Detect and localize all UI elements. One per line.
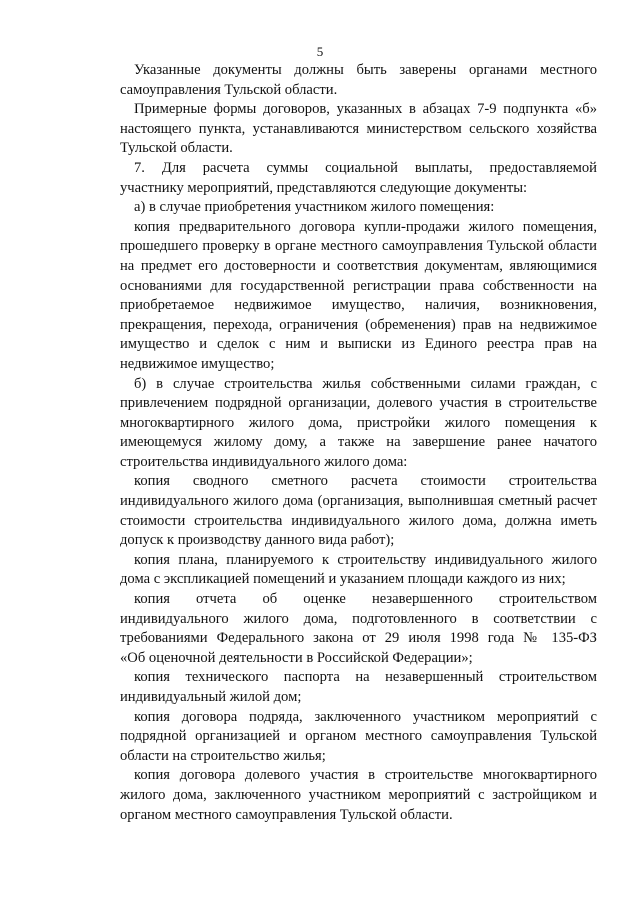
text-line: копия сводного сметного расчета стоимости строительства <box>134 473 597 490</box>
text-line: стоимости строительства индивидуального жилого дома, должна иметь <box>120 512 597 529</box>
text-line: прекращения, перехода, ограничения (обременения) прав на недвижимое <box>120 316 597 333</box>
text-line: органом местного самоуправления Тульской области. <box>120 806 453 823</box>
text-line: а) в случае приобретения участником жилого помещения: <box>134 199 495 216</box>
text-line: на предмет его достоверности и соответствия документам, являющимися <box>120 257 597 274</box>
text-line: б) в случае строительства жилья собственными силами граждан, с <box>134 375 597 392</box>
text-line: самоуправления Тульской области. <box>120 81 338 98</box>
text-line: имущество и сделок с ним и выписки из Единого реестра прав на <box>120 336 597 353</box>
text-line: Тульской области. <box>120 140 233 157</box>
text-line: жилого дома, заключенного участником мероприятий с застройщиком и <box>120 786 597 803</box>
text-line: индивидуального жилого дома (организация, выполнившая сметный расчет <box>120 493 597 510</box>
text-line: копия отчета об оценке незавершенного строительством <box>134 591 597 608</box>
text-line: строительства индивидуального жилого дома: <box>120 453 408 470</box>
text-line: 7. Для расчета суммы социальной выплаты, предоставляемой <box>134 159 597 176</box>
text-line: дома с экспликацией помещений и указанием площади каждого из них; <box>120 571 566 588</box>
text-line: копия технического паспорта на незавершенный строительством <box>134 669 597 686</box>
text-line: Примерные формы договоров, указанных в абзацах 7-9 подпункта «б» <box>134 101 597 118</box>
text-line: прошедшего проверку в органе местного самоуправления Тульской области <box>120 238 597 255</box>
text-line: «Об оценочной деятельности в Российской Федерации»; <box>120 649 473 666</box>
text-line: копия договора долевого участия в строительстве многоквартирного <box>134 767 597 784</box>
text-line: копия предварительного договора купли-продажи жилого помещения, <box>134 218 597 235</box>
text-line: основаниями для государственной регистрации права собственности на <box>120 277 597 294</box>
text-line: многоквартирного жилого дома, пристройки жилого помещения к <box>120 414 597 431</box>
text-line: подрядной организацией и органом местного самоуправления Тульской <box>120 728 597 745</box>
text-line: области на строительство жилья; <box>120 747 326 764</box>
text-line: требованиями Федерального закона от 29 июля 1998 года № 135-ФЗ <box>120 630 597 647</box>
page-number: 5 <box>316 44 324 59</box>
text-line: копия плана, планируемого к строительству индивидуального жилого <box>134 551 597 568</box>
text-line: имеющемуся жилому дому, а также на завершение ранее начатого <box>120 434 597 451</box>
text-line: приобретаемое недвижимое имущество, наличия, возникновения, <box>120 297 597 314</box>
document-body <box>120 61 597 825</box>
text-line: настоящего пункта, устанавливаются министерством сельского хозяйства <box>120 120 597 137</box>
text-line: копия договора подряда, заключенного участником мероприятий с <box>134 708 597 725</box>
text-line: участнику мероприятий, представляются следующие документы: <box>120 179 528 196</box>
text-line: недвижимое имущество; <box>120 355 275 372</box>
text-line: индивидуальный жилой дом; <box>120 689 302 705</box>
text-line: Указанные документы должны быть заверены органами местного <box>134 62 597 78</box>
text-line: допуск к производству данного вида работ); <box>120 532 395 549</box>
text-line: привлечением подрядной организации, долевого участия в строительстве <box>120 395 597 412</box>
text-line: индивидуального жилого дома, подготовленного в соответствии с <box>120 610 597 627</box>
